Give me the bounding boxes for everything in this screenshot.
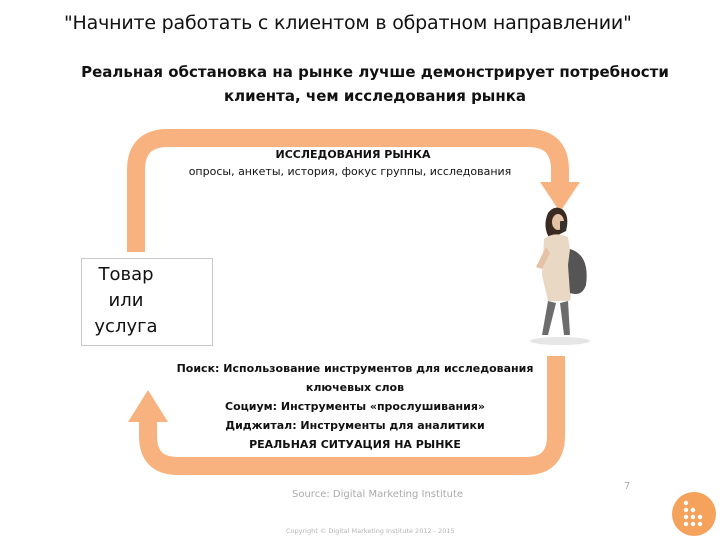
- market-research-heading: ИССЛЕДОВАНИЯ РЫНКА: [275, 148, 431, 161]
- source-note: Source: Digital Marketing Institute: [292, 489, 464, 500]
- copyright-note: Copyright © Digital Marketing Institute 2012 - 2015: [286, 527, 455, 535]
- page-number: 7: [624, 481, 631, 492]
- slide-title: "Начните работать с клиентом в обратном направлении": [64, 12, 632, 34]
- woman-with-phone-image: [520, 205, 600, 345]
- real-market-line: РЕАЛЬНАЯ СИТУАЦИЯ НА РЫНКЕ: [249, 438, 461, 451]
- market-research-text: опросы, анкеты, история, фокус группы, исследования: [188, 165, 512, 178]
- dmi-logo-icon: [671, 491, 717, 537]
- social-line: Социум: Инструменты «прослушивания»: [225, 400, 485, 413]
- product-box-label: Товар или услуга: [94, 264, 158, 337]
- slide-subtitle: Реальная обстановка на рынке лучше демонстрирует потребности клиента, чем исследования рынка: [81, 63, 669, 105]
- digital-line: Диджитал: Инструменты для аналитики: [225, 419, 485, 432]
- search-line: Поиск: Использование инструментов для исследования ключевых слов: [176, 362, 534, 394]
- real-market-block: [150, 359, 560, 454]
